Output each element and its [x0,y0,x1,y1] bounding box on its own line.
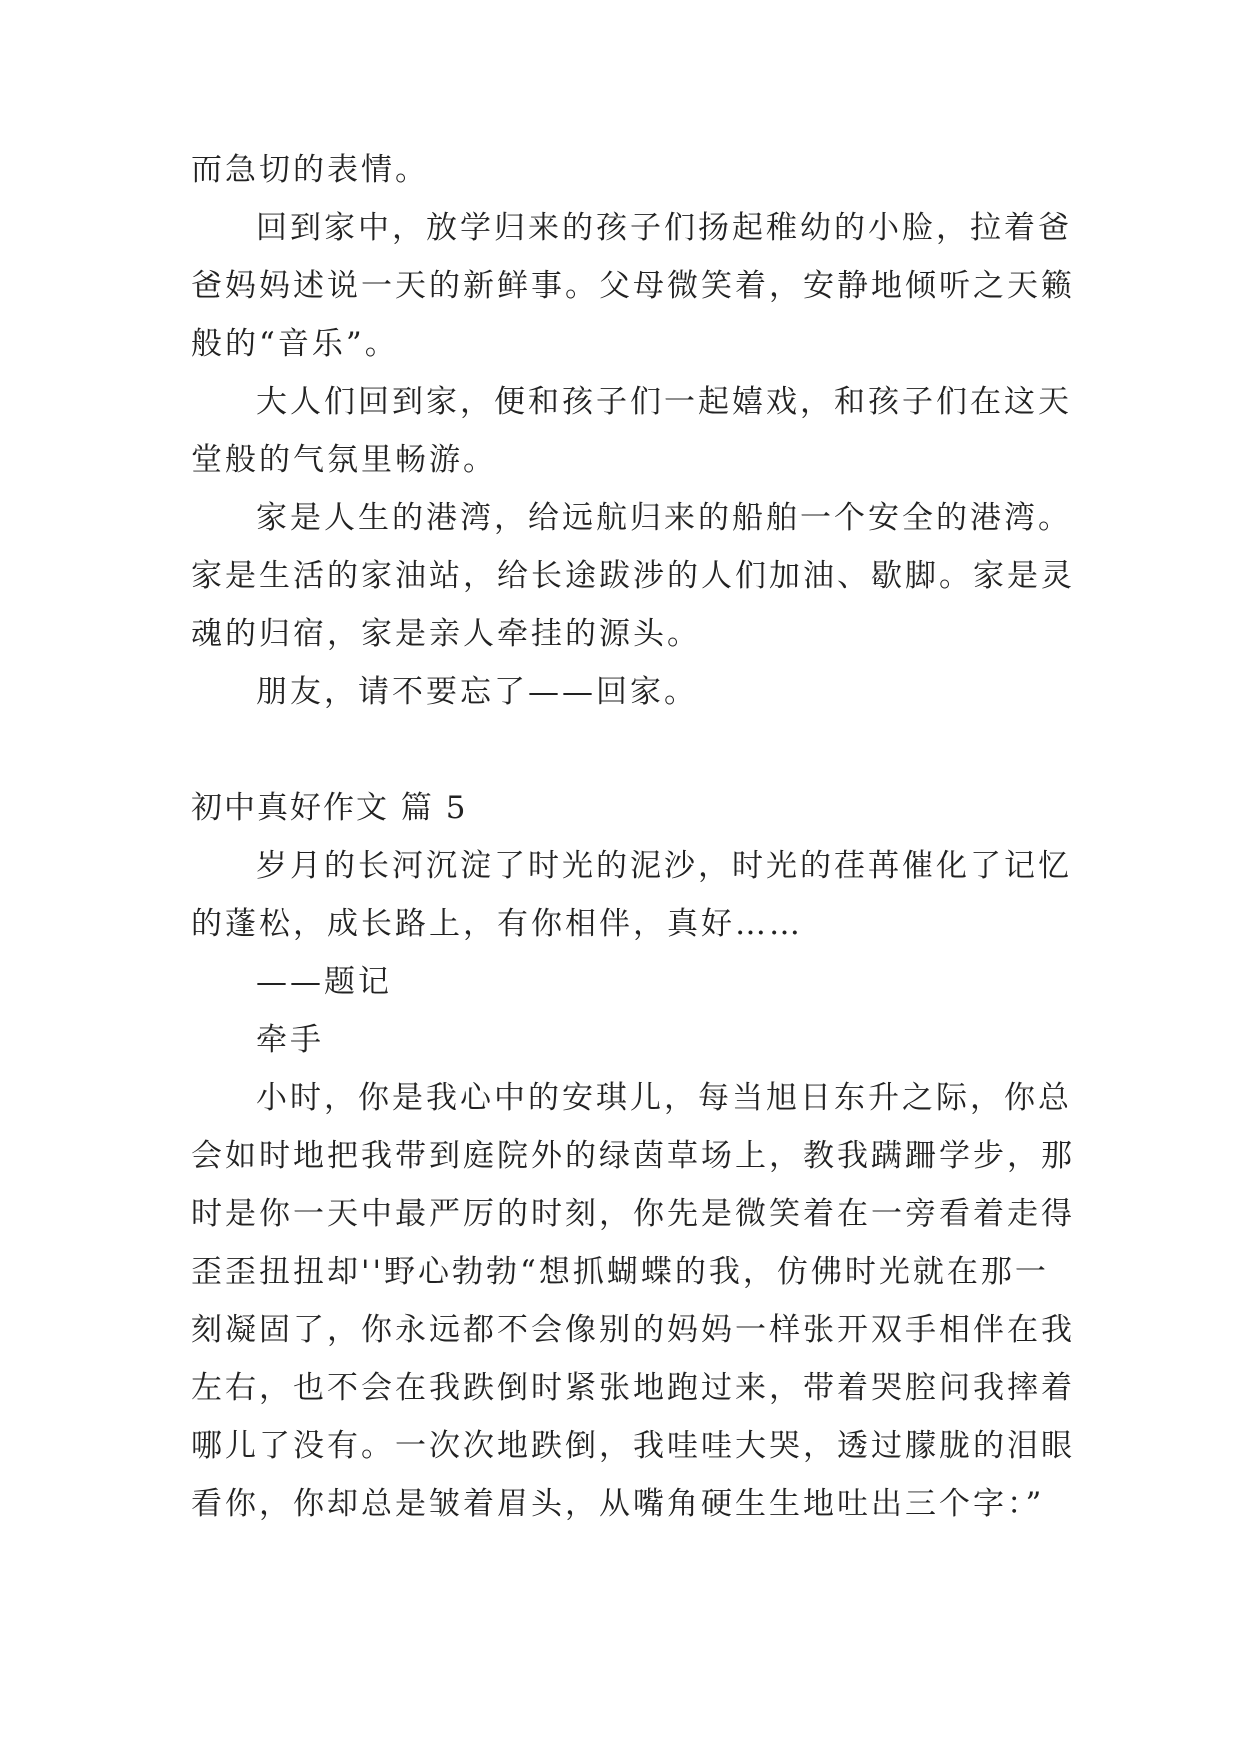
text-line: 堂般的气氛里畅游。 [191,442,497,478]
text-line: 看你，你却总是皱着眉头，从嘴角硬生生地吐出三个字：” [191,1486,1045,1522]
section-heading: 初中真好作文 篇 5 [191,790,468,826]
paragraph-start: 家是人生的港湾，给远航归来的船舶一个安全的港湾。 [256,500,1072,536]
text-line: 左右，也不会在我跌倒时紧张地跑过来，带着哭腔问我摔着 [191,1370,1075,1406]
text-line: 而急切的表情。 [191,152,429,188]
text-line: 哪儿了没有。一次次地跌倒，我哇哇大哭，透过朦胧的泪眼 [191,1428,1075,1464]
text-line: 的蓬松，成长路上，有你相伴，真好…… [191,906,803,942]
text-line: 爸妈妈述说一天的新鲜事。父母微笑着，安静地倾听之天籁 [191,268,1075,304]
text-line: 家是生活的家油站，给长途跋涉的人们加油、歇脚。家是灵 [191,558,1075,594]
paragraph-start: 朋友，请不要忘了——回家。 [256,674,698,710]
subsection-title: 牵手 [256,1022,324,1058]
text-line: 刻凝固了，你永远都不会像别的妈妈一样张开双手相伴在我 [191,1312,1075,1348]
text-line: 般的“音乐”。 [191,326,399,362]
paragraph-start: 大人们回到家，便和孩子们一起嬉戏，和孩子们在这天 [256,384,1072,420]
text-line: 歪歪扭扭却''野心勃勃“想抓蝴蝶的我，仿佛时光就在那一 [191,1254,1049,1290]
text-line: 时是你一天中最严厉的时刻，你先是微笑着在一旁看着走得 [191,1196,1075,1232]
text-line: 魂的归宿，家是亲人牵挂的源头。 [191,616,701,652]
text-line: 会如时地把我带到庭院外的绿茵草场上，教我蹒跚学步，那 [191,1138,1075,1174]
paragraph-start: 岁月的长河沉淀了时光的泥沙，时光的荏苒催化了记忆 [256,848,1072,884]
epigraph-attribution: ——题记 [256,964,392,1000]
paragraph-start: 小时，你是我心中的安琪儿，每当旭日东升之际，你总 [256,1080,1072,1116]
paragraph-start: 回到家中，放学归来的孩子们扬起稚幼的小脸，拉着爸 [256,210,1072,246]
